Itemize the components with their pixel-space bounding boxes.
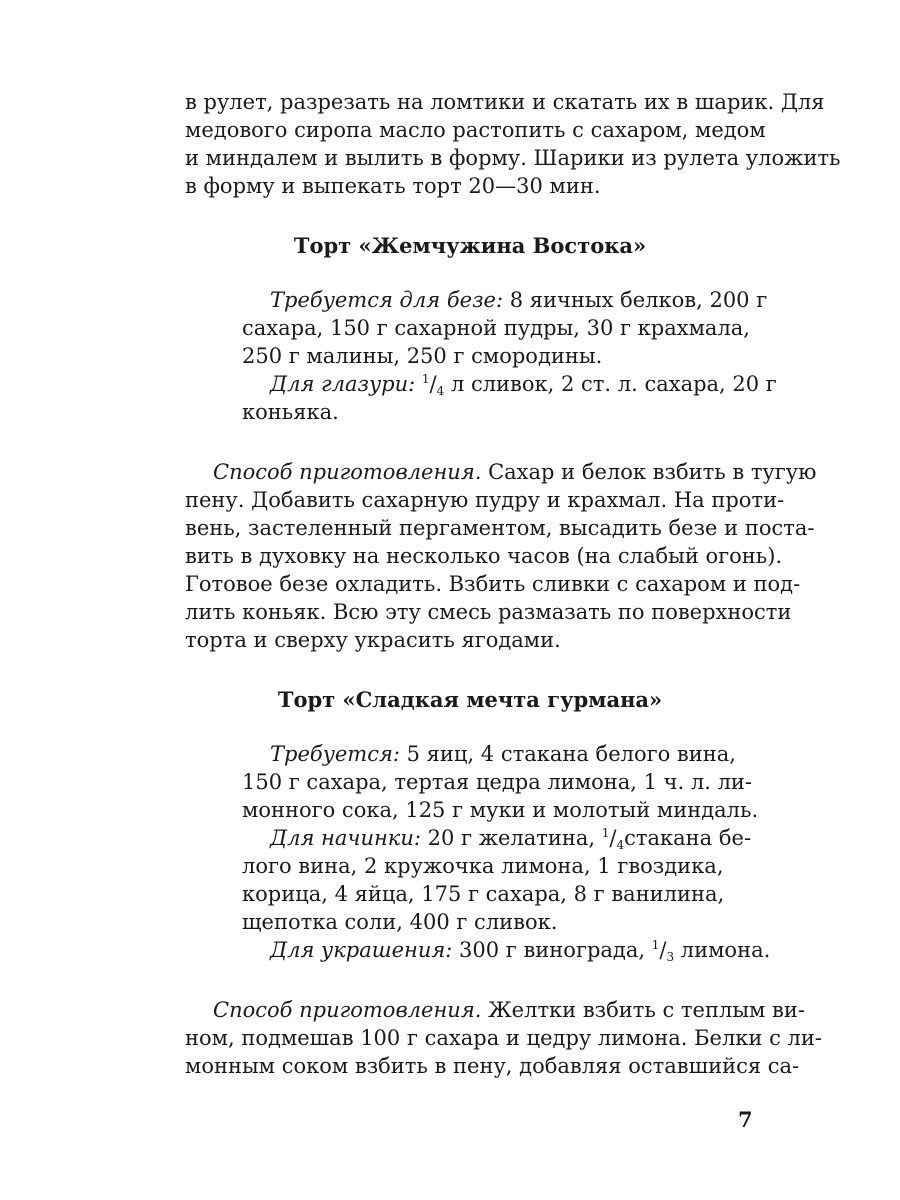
method-line: монным соком взбить в пену, добавляя оставшийся са- [185, 1054, 800, 1078]
ingredients-label: Требуется для безе: [270, 288, 504, 312]
ingredients-line: Для глазури: $^1/_4$ л сливок, 2 ст. л. сахара, 20 г [270, 372, 777, 398]
recipe-title: Торт «Сладкая мечта гурмана» [277, 687, 663, 712]
ingredients-label: Требуется: [270, 742, 400, 766]
method-line: вень, застеленный пергаментом, высадить безе и поста- [185, 516, 815, 540]
method-line: ном, подмешав 100 г сахара и цедру лимона. Белки с ли- [185, 1026, 822, 1050]
glaze-label: Для глазури: [270, 372, 416, 396]
method-line [213, 458, 817, 486]
ingredients-text: стакана бе- [624, 826, 752, 850]
paragraph-line: и миндалем и вылить в форму. Шарики из рулета уложить [185, 146, 841, 170]
fraction-denominator: 4 [436, 384, 445, 398]
method-line: вить в духовку на несколько часов (на слабый огонь). [185, 544, 783, 568]
method-line: Готовое безе охладить. Взбить сливки с сахаром и под- [185, 572, 801, 596]
fraction-numerator: 1 [601, 826, 610, 840]
method-text: Сахар и белок взбить в тугую [481, 460, 817, 484]
ingredients-text: 20 г желатина, [420, 826, 602, 850]
method-line: пену. Добавить сахарную пудру и крахмал. На проти- [185, 488, 785, 512]
method-text: Желтки взбить с теплым ви- [481, 998, 805, 1022]
ingredients-line: Для начинки: 20 г желатина, $^1/_4стакана$ бе- [270, 826, 752, 852]
ingredients-line [270, 740, 736, 768]
paragraph-line: в форму и выпекать торт 20—30 мин. [185, 174, 601, 198]
page-number: 7 [738, 1107, 753, 1132]
filling-label: Для начинки: [270, 826, 421, 850]
ingredients-line: коньяка. [242, 400, 339, 424]
ingredients-line: 150 г сахара, тертая цедра лимона, 1 ч. л. ли- [242, 770, 753, 794]
recipe-title: Торт «Жемчужина Востока» [293, 233, 647, 258]
method-line: лить коньяк. Всю эту смесь размазать по поверхности [185, 600, 792, 624]
ingredients-line: корица, 4 яйца, 175 г сахара, 8 г ванилина, [242, 882, 725, 906]
fraction-denominator: 4 [616, 838, 625, 852]
ingredients-line: монного сока, 125 г муки и молотый миндаль. [242, 798, 759, 822]
fraction-denominator: 3 [666, 950, 675, 964]
ingredients-line [270, 286, 768, 314]
ingredients-line: щепотка соли, 400 г сливок. [242, 910, 558, 934]
ingredients-text: л сливок, 2 ст. л. сахара, 20 г [444, 372, 777, 396]
ingredients-line: лого вина, 2 кружочка лимона, 1 гвоздика, [242, 854, 724, 878]
fraction-numerator: 1 [651, 938, 660, 952]
decoration-label: Для украшения: [270, 938, 453, 962]
ingredients-text: лимона. [674, 938, 771, 962]
ingredients-line: Для украшения: 300 г винограда, $^1/_3$ лимона. [270, 938, 771, 964]
ingredients-text: 8 яичных белков, 200 г [503, 288, 768, 312]
paragraph-line: в рулет, разрезать на ломтики и скатать их в шарик. Для [185, 90, 825, 114]
method-line: торта и сверху украсить ягодами. [185, 628, 561, 652]
fraction-numerator: 1 [421, 372, 430, 386]
ingredients-line: 250 г малины, 250 г смородины. [242, 344, 603, 368]
method-label: Способ приготовления. [213, 998, 482, 1022]
paragraph-line: медового сиропа масло растопить с сахаром, медом [185, 118, 766, 142]
ingredients-line: сахара, 150 г сахарной пудры, 30 г крахмала, [242, 316, 750, 340]
method-label: Способ приготовления. [213, 460, 482, 484]
ingredients-text: 5 яиц, 4 стакана белого вина, [399, 742, 736, 766]
ingredients-text: 300 г винограда, [452, 938, 652, 962]
method-line [213, 996, 805, 1024]
